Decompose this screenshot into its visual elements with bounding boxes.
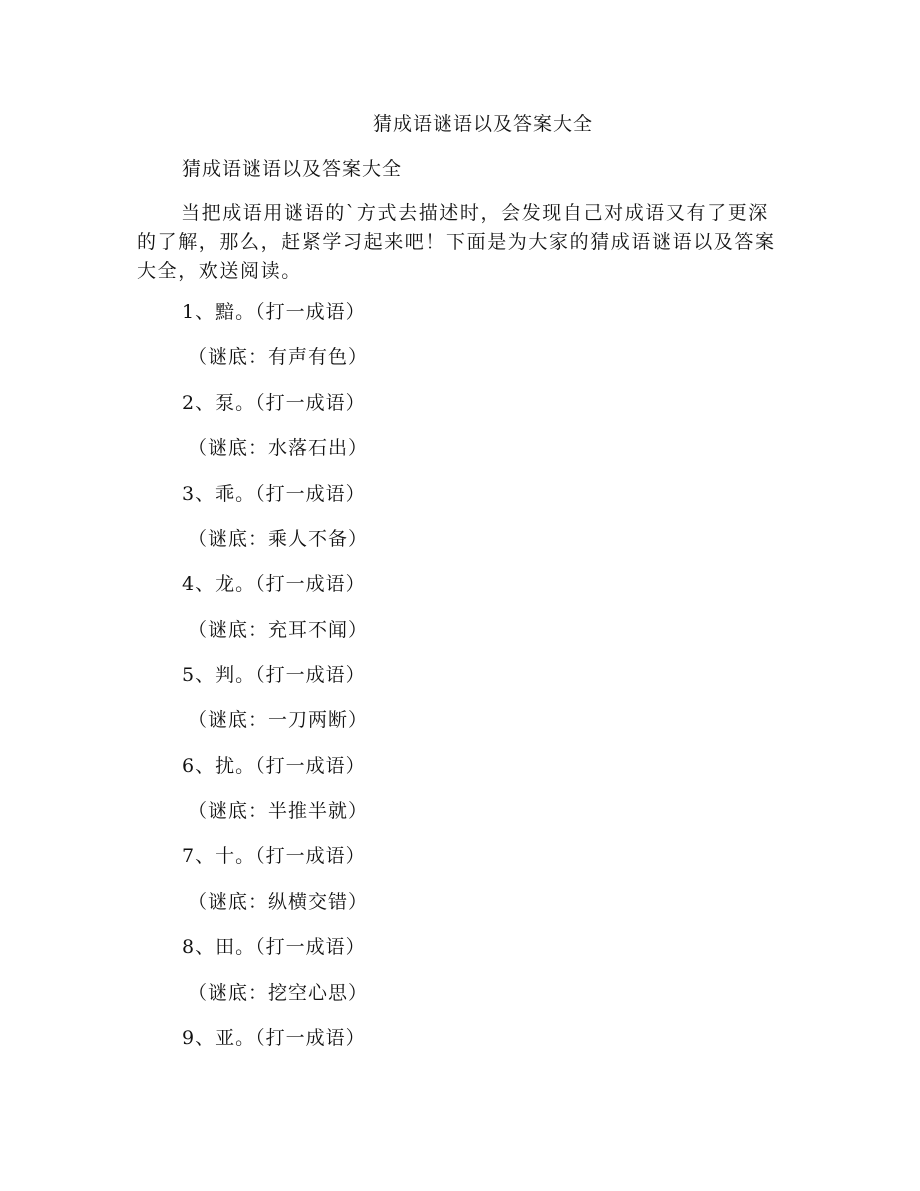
riddle-answer: （谜底：半推半就） [188,800,369,822]
riddle-question: 1、黯。（打一成语） [182,301,366,323]
riddle-answer: （谜底：挖空心思） [188,982,369,1004]
riddle-answer: （谜底：纵横交错） [188,891,369,913]
riddle-question: 4、龙。（打一成语） [182,573,366,595]
riddle-answer: （谜底：有声有色） [188,346,369,368]
intro-paragraph: 当把成语用谜语的`方式去描述时，会发现自己对成语又有了更深的了解，那么，赶紧学习起来吧！下面是为大家的猜成语谜语以及答案大全，欢送阅读。 [137,202,776,282]
riddle-question: 6、扰。（打一成语） [182,755,366,777]
document-subtitle: 猜成语谜语以及答案大全 [182,158,403,180]
riddle-question: 7、十。（打一成语） [182,845,366,867]
riddle-answer: （谜底：乘人不备） [188,528,369,550]
riddle-answer: （谜底：一刀两断） [188,709,369,731]
riddle-question: 8、田。（打一成语） [182,936,366,958]
riddle-question: 5、判。（打一成语） [182,664,366,686]
riddle-question: 3、乖。（打一成语） [182,483,366,505]
riddle-answer: （谜底：水落石出） [188,437,369,459]
riddle-question: 2、泵。（打一成语） [182,392,366,414]
riddle-question: 9、亚。（打一成语） [182,1027,366,1049]
riddle-answer: （谜底：充耳不闻） [188,619,369,641]
document-title: 猜成语谜语以及答案大全 [372,113,593,135]
